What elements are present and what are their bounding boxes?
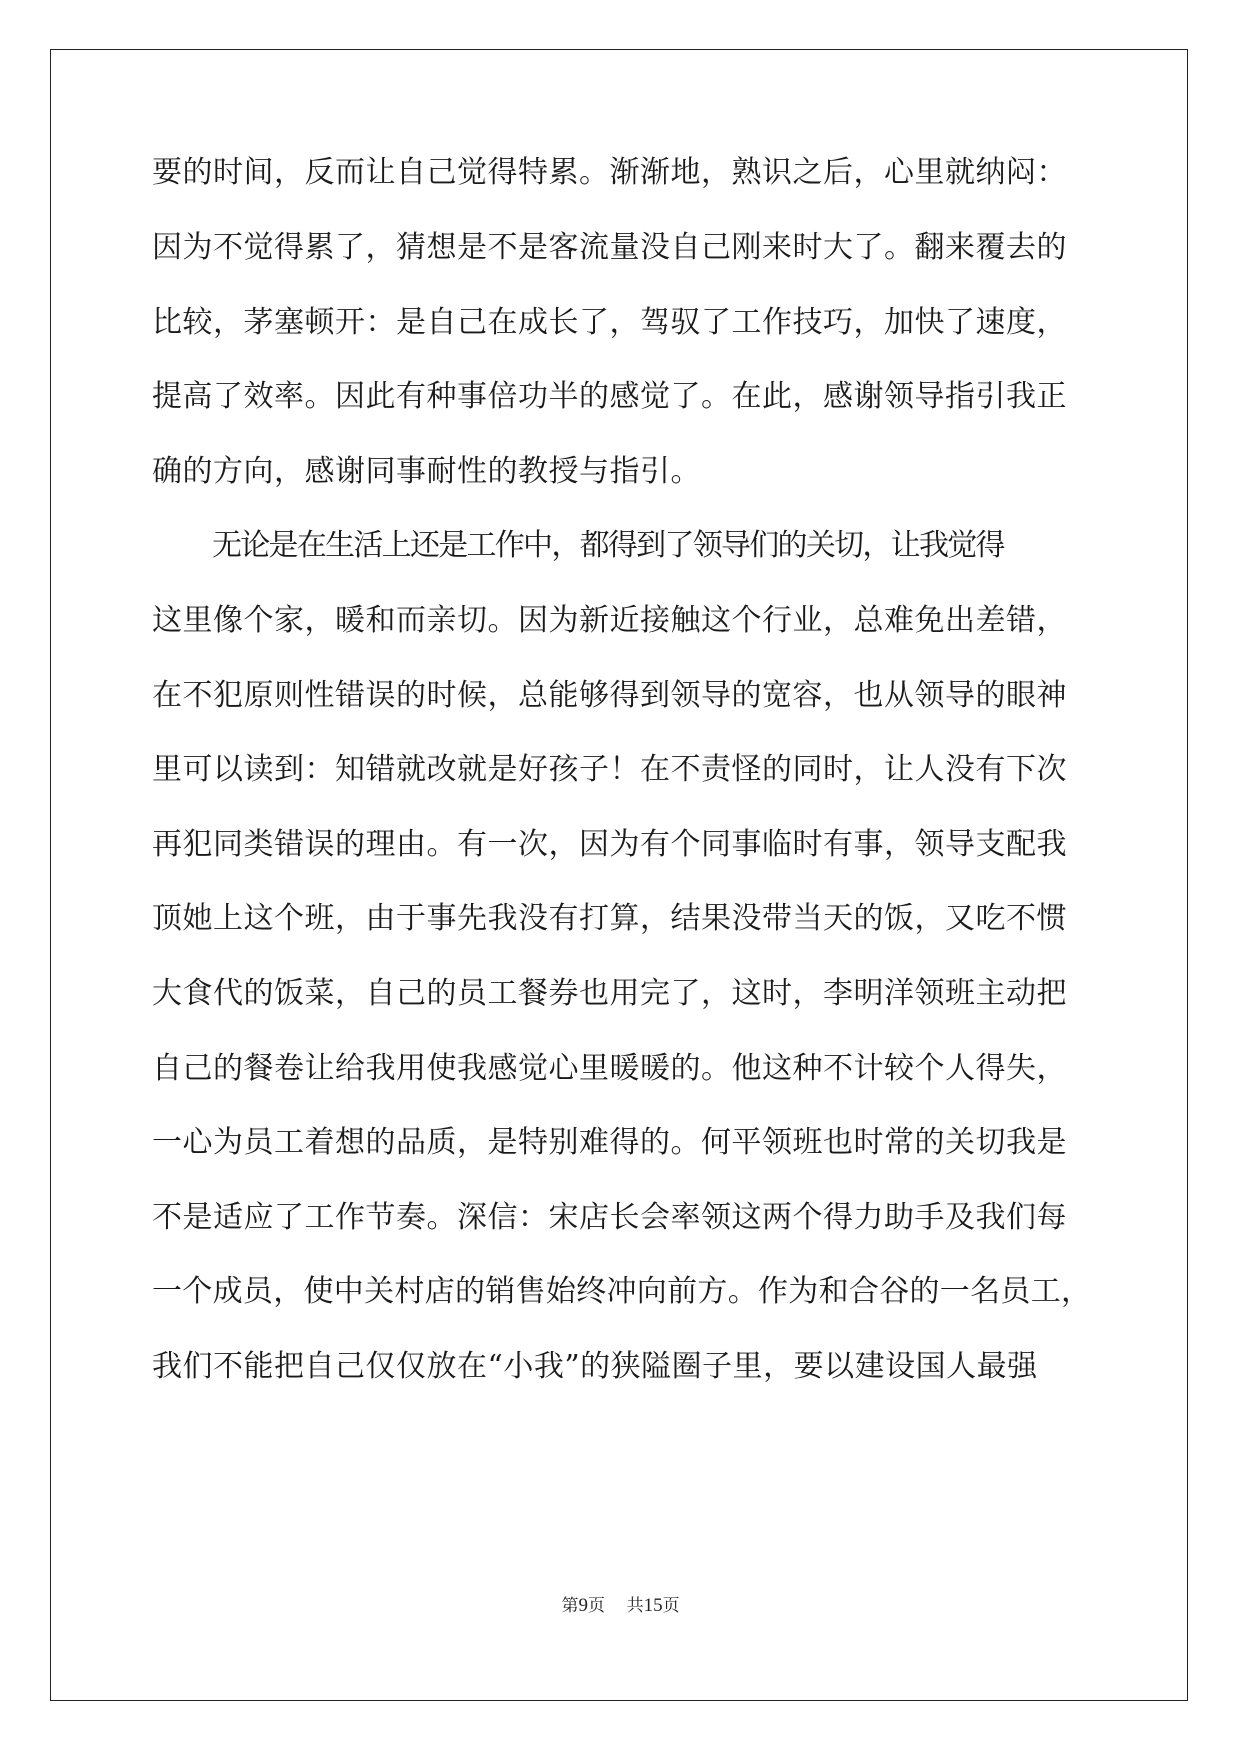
text-line: 自己的餐卷让给我用使我感觉心里暖暖的。他这种不计较个人得失， (152, 1051, 1067, 1086)
text-line: 顶她上这个班，由于事先我没有打算，结果没带当天的饭，又吃不惯 (152, 901, 1067, 936)
page-footer (0, 1594, 1241, 1618)
total-pages: 15 (643, 1595, 663, 1616)
text-line: 因为不觉得累了，猜想是不是客流量没自己刚来时大了。翻来覆去的 (152, 230, 1067, 265)
page-number: 9 (578, 1595, 588, 1616)
text-line: 比较，茅塞顿开：是自己在成长了，驾驭了工作技巧，加快了速度， (152, 305, 1067, 340)
text-line: 不是适应了工作节奏。深信：宋店长会率领这两个得力助手及我们每 (152, 1200, 1067, 1235)
text-line: 确的方向，感谢同事耐性的教授与指引。 (152, 454, 701, 489)
text-line: 大食代的饭菜，自己的员工餐券也用完了，这时，李明洋领班主动把 (152, 976, 1067, 1011)
text-line: 再犯同类错误的理由。有一次，因为有个同事临时有事，领导支配我 (152, 827, 1067, 862)
text-line: 要的时间，反而让自己觉得特累。渐渐地，熟识之后，心里就纳闷： (152, 155, 1067, 190)
total-prefix: 共 (626, 1596, 644, 1616)
page-suffix: 页 (587, 1596, 605, 1616)
paragraph-start-line: 无论是在生活上还是工作中，都得到了领导们的关切，让我觉得 (212, 528, 1004, 563)
page-border (50, 49, 1188, 1701)
text-line: 里可以读到：知错就改就是好孩子！在不责怪的同时，让人没有下次 (152, 752, 1067, 787)
text-line: 提高了效率。因此有种事倍功半的感觉了。在此，感谢领导指引我正 (152, 379, 1067, 414)
text-line: 这里像个家，暖和而亲切。因为新近接触这个行业，总难免出差错， (152, 603, 1067, 638)
page-prefix: 第 (561, 1596, 579, 1616)
text-line: 一心为员工着想的品质，是特别难得的。何平领班也时常的关切我是 (152, 1125, 1067, 1160)
text-line: 我们不能把自己仅仅放在“小我”的狭隘圈子里，要以建设国人最强 (152, 1349, 1038, 1384)
text-line: 在不犯原则性错误的时候，总能够得到领导的宽容，也从领导的眼神 (152, 678, 1067, 713)
text-line: 一个成员，使中关村店的销售始终冲向前方。作为和合谷的一名员工， (152, 1274, 1092, 1309)
total-suffix: 页 (662, 1596, 680, 1616)
